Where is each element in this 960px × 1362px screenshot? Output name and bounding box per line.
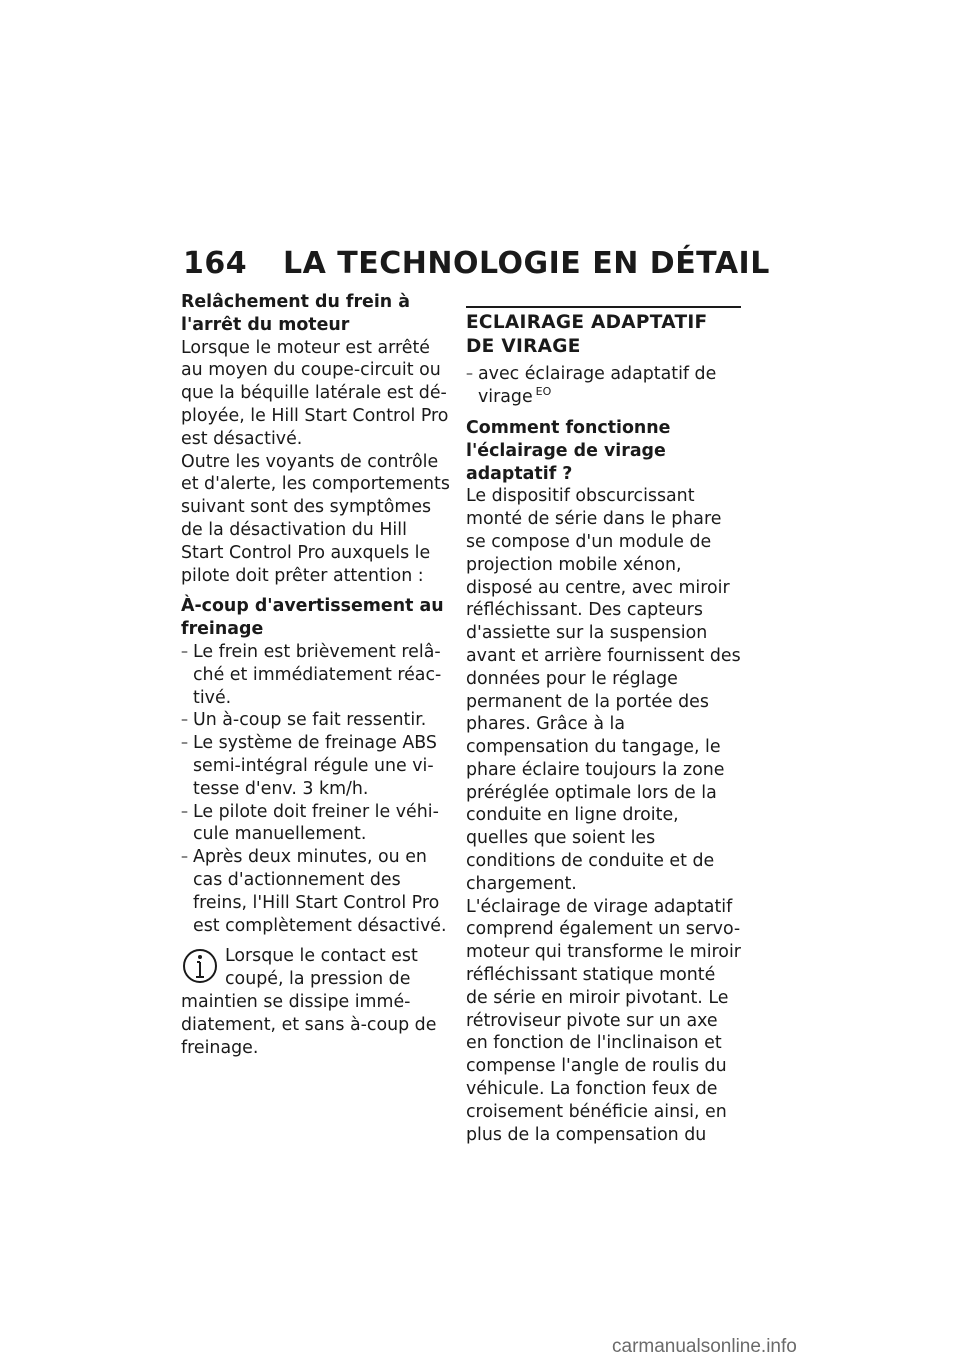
list-item: – Le frein est brièvement relâ-ché et immédiatement réac-tivé. xyxy=(181,641,451,709)
list-item: – Le pilote doit freiner le véhi-cule manuellement. xyxy=(181,801,451,847)
release-paragraph-1: Lorsque le moteur est arrêté au moyen du coupe-circuit ou que la béquille latérale est dé-ployée, le Hill Start Control Pro est désactivé. xyxy=(181,337,449,449)
list-item: – Après deux minutes, ou en cas d'actionnement des freins, l'Hill Start Control Pro est complètement désactivé. xyxy=(181,846,451,937)
list-item: – Un à-coup se fait ressentir. xyxy=(181,709,451,732)
option-text: avec éclairage adaptatif de virage xyxy=(478,364,717,408)
section-title: ECLAIRAGE ADAPTATIF DE VIRAGE xyxy=(466,306,741,359)
page-header xyxy=(183,244,770,284)
right-column xyxy=(466,291,741,1146)
info-note xyxy=(181,945,451,1059)
watermark: carmanualsonline.info xyxy=(612,1336,797,1357)
jolt-heading: À-coup d'avertissement au freinage xyxy=(181,596,444,640)
chapter-title: LA TECHNOLOGIE EN DÉTAIL xyxy=(283,246,770,281)
info-icon xyxy=(181,947,219,987)
info-note-text: Lorsque le contact est coupé, la pression de maintien se dissipe immé-diatement, et sans à-coup de freinage. xyxy=(181,946,437,1058)
page-number: 164 xyxy=(183,246,248,281)
option-list xyxy=(466,363,741,409)
jolt-list xyxy=(181,641,451,937)
left-column xyxy=(181,291,451,1059)
list-item: – Le système de freinage ABS semi-intégral régule une vi-tesse d'env. 3 km/h. xyxy=(181,732,451,800)
option-code: EO xyxy=(535,385,552,399)
how-heading: Comment fonctionne l'éclairage de virage adaptatif ? xyxy=(466,417,671,484)
release-heading: Relâchement du frein à l'arrêt du moteur xyxy=(181,292,410,335)
how-paragraph-1: Le dispositif obscurcissant monté de série dans le phare se compose d'un module de projection mobile xénon, disposé au centre, avec miroir réfléchissant. Des capteurs d'assiette sur la suspension avant et arrière fournissent des données pour le réglage permanent de la portée des phares. Grâce à la compensation du tangage, le phare éclaire toujours la zone prérégléе optimale lors de la conduite en ligne droite, quelles que soient les conditions de conduite et de chargement. xyxy=(466,486,741,894)
release-paragraph-2: Outre les voyants de contrôle et d'alerte, les comportements suivant sont des symptômes de la désactivation du Hill Start Control Pro auxquels le pilote doit prêter attention : xyxy=(181,451,450,586)
how-paragraph-2: L'éclairage de virage adaptatif comprend également un servo-moteur qui transforme le miroir réfléchissant statique monté de série en miroir pivotant. Le rétroviseur pivote sur un axe en fonction de l'inclinaison et compense l'angle de roulis du véhicule. La fonction feux de croisement bénéficie ainsi, en plus de la compensation du xyxy=(466,896,741,1145)
list-item xyxy=(466,363,741,409)
